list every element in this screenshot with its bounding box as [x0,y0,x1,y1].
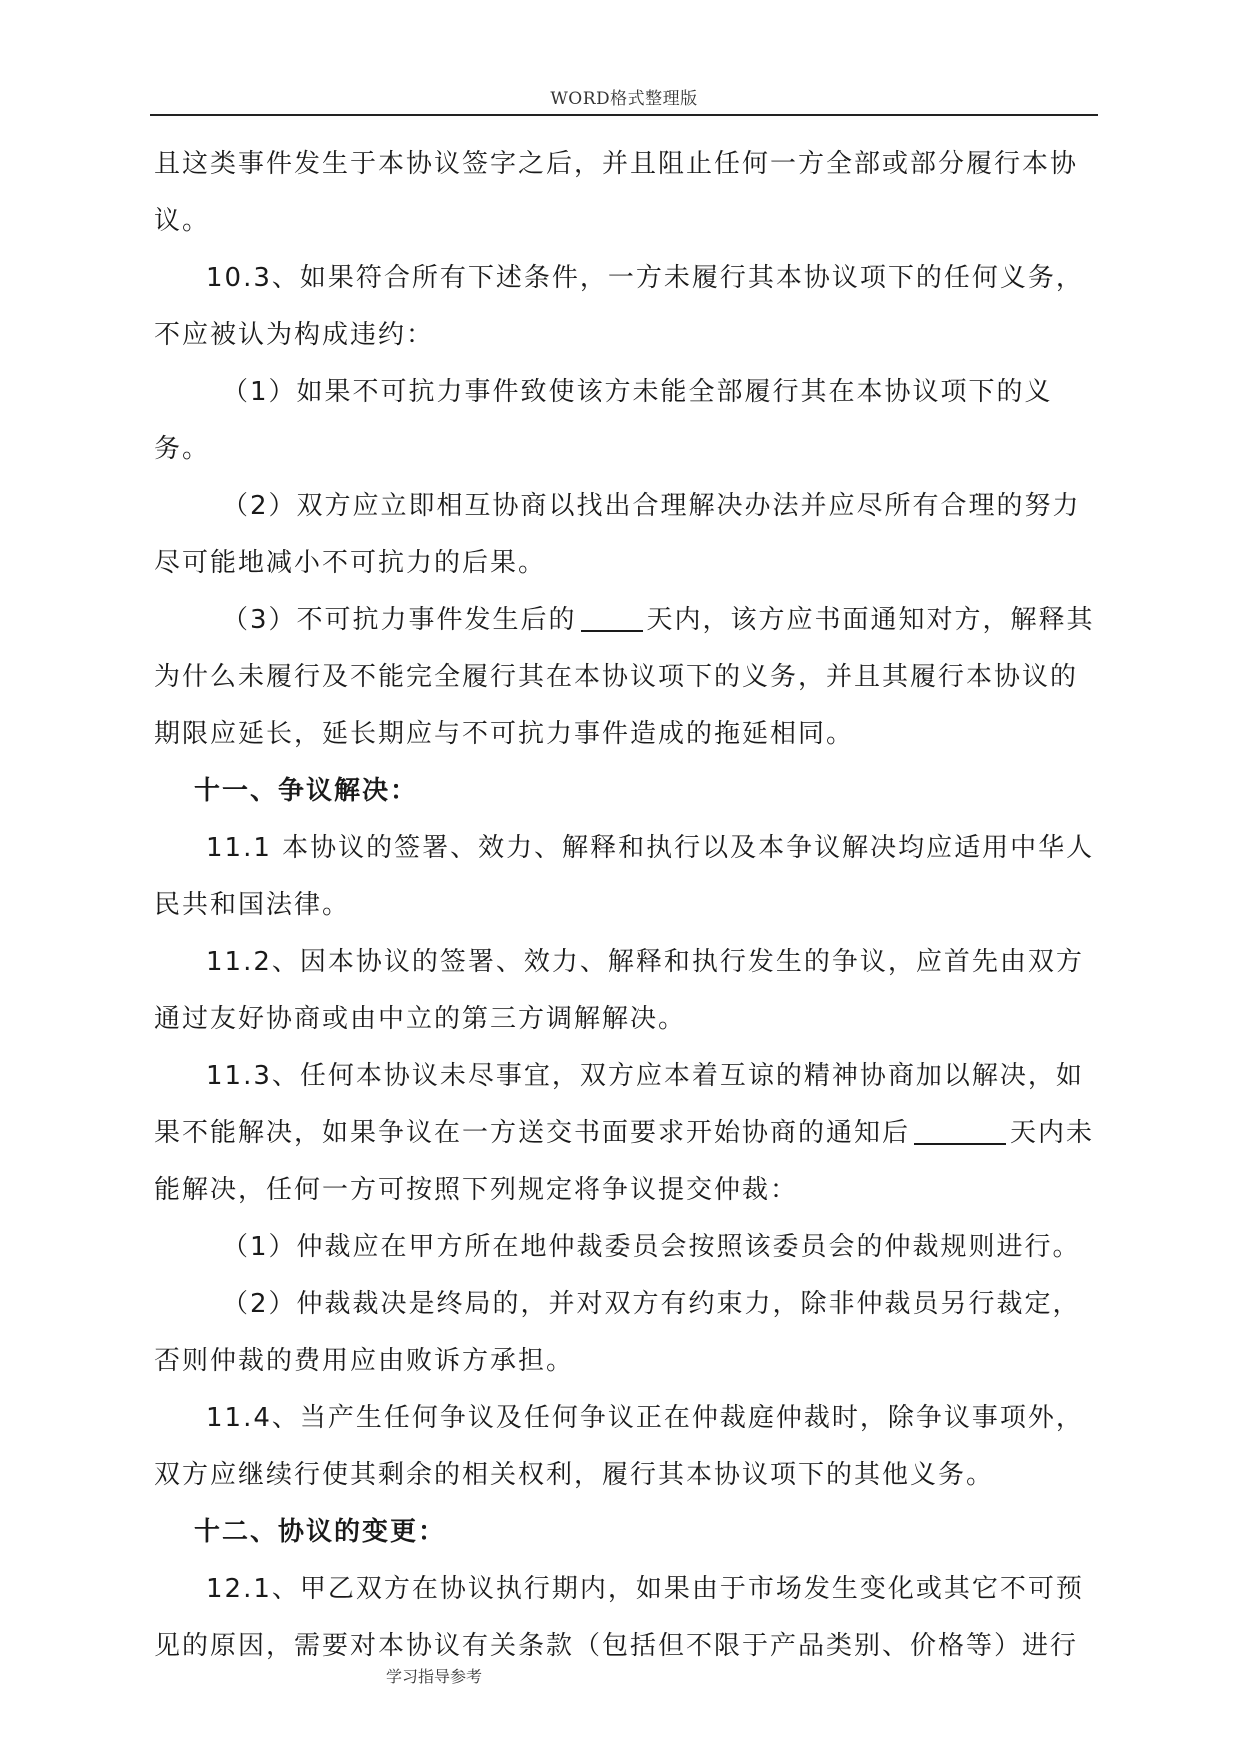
clause-text: 天内未能解决，任何一方可按照下列规定将争议提交仲裁： [154,1118,1095,1205]
clause-10-3-item-3 [154,592,1098,763]
clause-11-3-item-2: （2）仲裁裁决是终局的，并对双方有约束力，除非仲裁员另行裁定，否则仲裁的费用应由败诉方承担。 [154,1289,1081,1376]
page-footer: 学习指导参考 [386,1667,483,1686]
clause-10-3: 10.3、如果符合所有下述条件，一方未履行其本协议项下的任何义务，不应被认为构成违约： [154,263,1084,350]
header-divider [150,114,1098,116]
clause-text: （3）不可抗力事件发生后的 [222,605,577,635]
clause-11-1: 11.1 本协议的签署、效力、解释和执行以及本争议解决均应适用中华人民共和国法律。 [154,833,1095,920]
fill-in-blank [581,600,643,632]
clause-11-4: 11.4、当产生任何争议及任何争议正在仲裁庭仲裁时，除争议事项外，双方应继续行使其剩余的相关权利，履行其本协议项下的其他义务。 [154,1403,1084,1490]
page-header: WORD格式整理版 [550,89,698,109]
fill-in-blank [914,1113,1006,1145]
clause-11-3-item-1: （1）仲裁应在甲方所在地仲裁委员会按照该委员会的仲裁规则进行。 [222,1232,1081,1262]
section-heading-12: 十二、协议的变更： [194,1517,447,1547]
clause-10-3-item-2: （2）双方应立即相互协商以找出合理解决办法并应尽所有合理的努力尽可能地减小不可抗力的后果。 [154,491,1081,578]
clause-12-1: 12.1、甲乙双方在协议执行期内，如果由于市场发生变化或其它不可预见的原因，需要对本协议有关条款（包括但不限于产品类别、价格等）进行 [154,1574,1084,1661]
clause-text: 11.3、任何本协议未尽事宜，双方应本着互谅的精神协商加以解决，如果不能解决，如果争议在一方送交书面要求开始协商的通知后 [154,1061,1084,1148]
paragraph: 且这类事件发生于本协议签字之后，并且阻止任何一方全部或部分履行本协议。 [154,149,1079,236]
document-body [154,136,1098,1675]
clause-text: 天内，该方应书面通知对方，解释其为什么未履行及不能完全履行其在本协议项下的义务，并且其履行本协议的期限应延长，延长期应与不可抗力事件造成的拖延相同。 [154,605,1095,749]
clause-10-3-item-1: （1）如果不可抗力事件致使该方未能全部履行其在本协议项下的义务。 [154,377,1053,464]
clause-11-2: 11.2、因本协议的签署、效力、解释和执行发生的争议，应首先由双方通过友好协商或由中立的第三方调解解决。 [154,947,1084,1034]
clause-11-3 [154,1048,1098,1219]
section-heading-11: 十一、争议解决： [194,776,419,806]
